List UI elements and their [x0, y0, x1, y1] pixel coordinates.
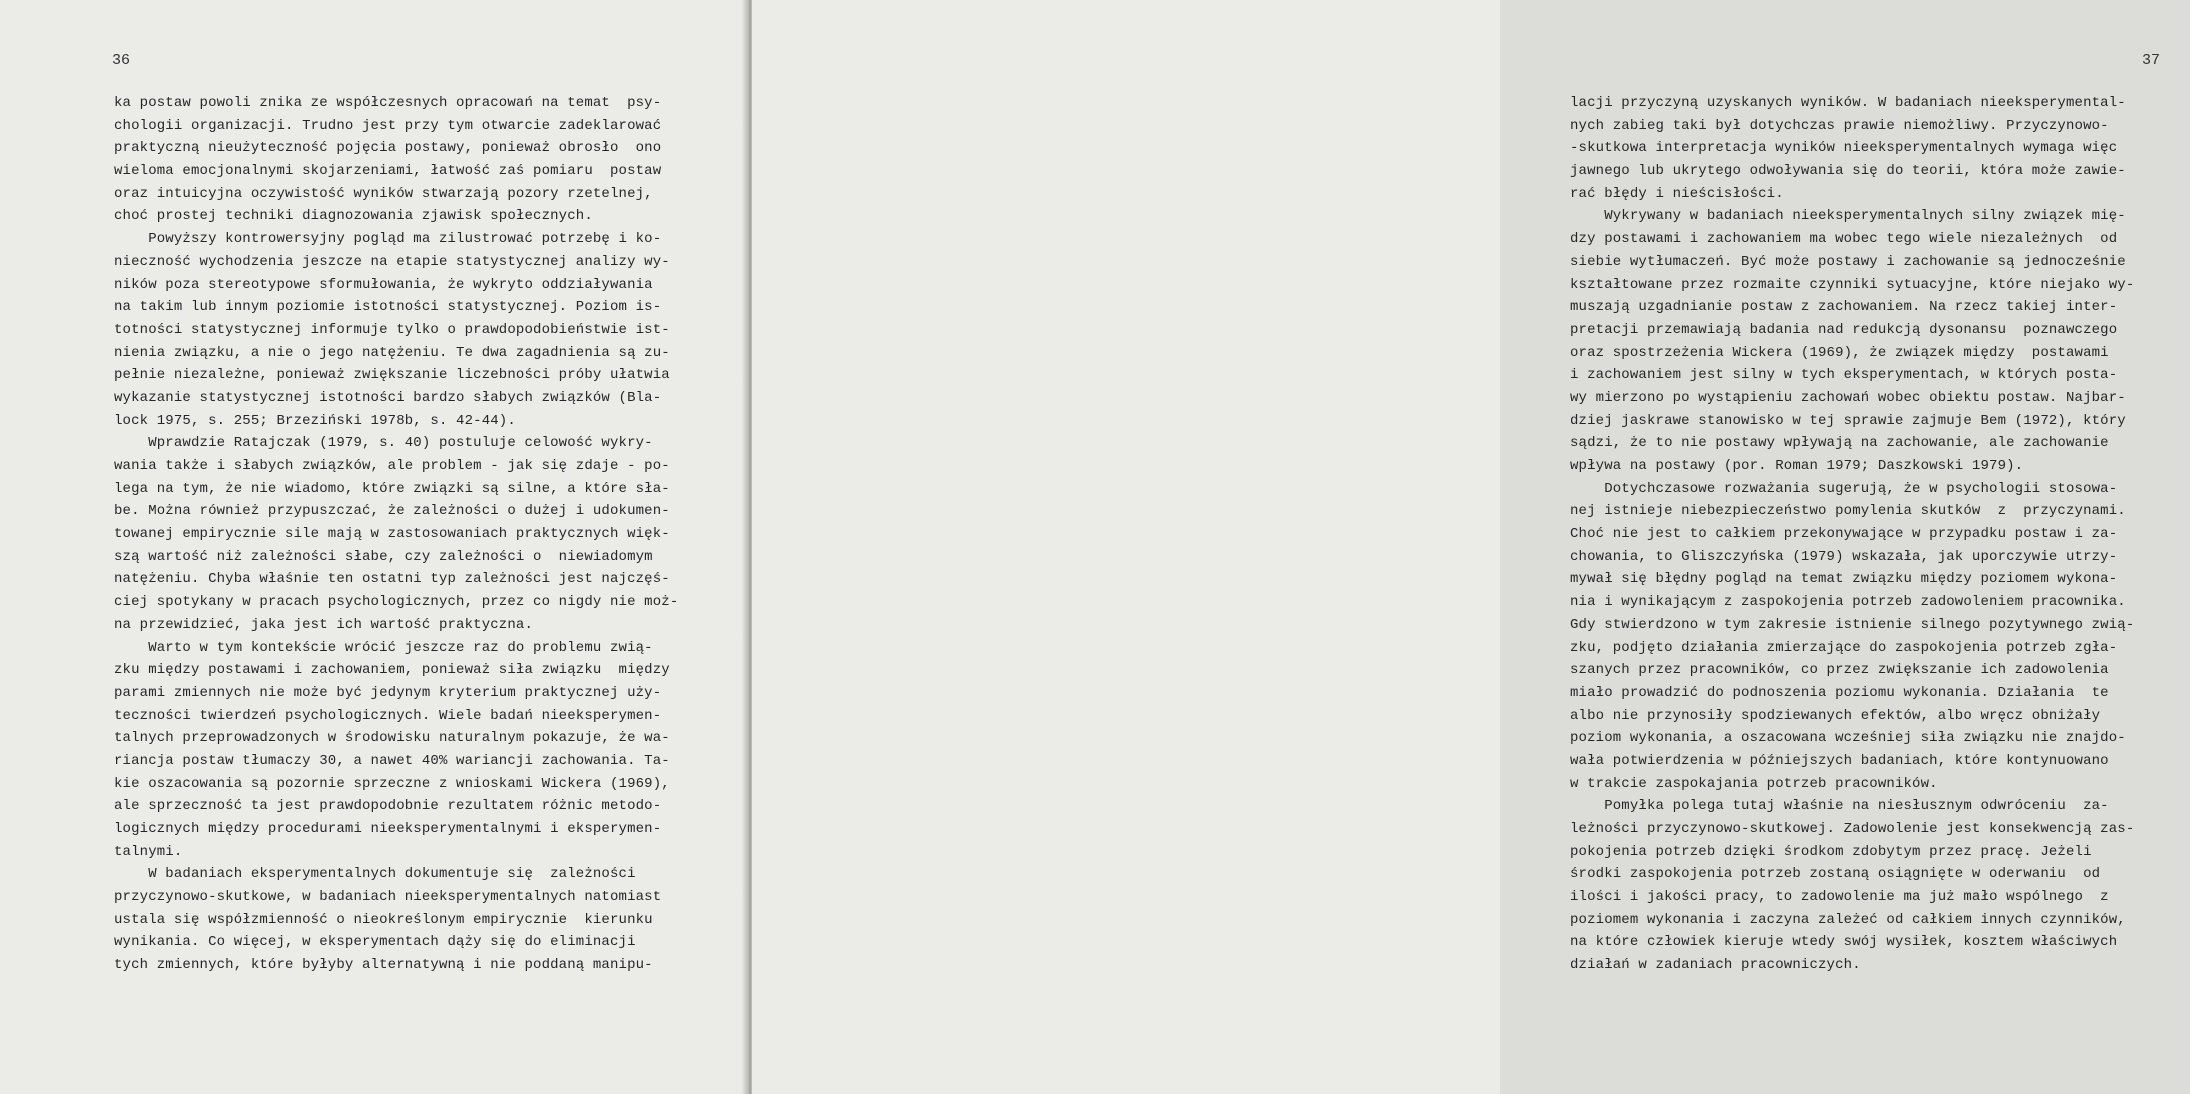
- text-line: wynikania. Co więcej, w eksperymentach dąży się do eliminacji: [114, 934, 636, 951]
- text-line: be. Można również przypuszczać, że zależności o dużej i udokumen-: [114, 503, 670, 520]
- page-number-right: 37: [2142, 52, 2161, 69]
- text-line: nienia związku, a nie o jego natężeniu. Te dwa zagadnienia są zu-: [114, 344, 670, 361]
- text-line: lacji przyczyną uzyskanych wyników. W badaniach nieeksperymental-: [1570, 95, 2126, 111]
- text-line: dziej jaskrawe stanowisko w tej sprawie zajmuje Bem (1972), który: [1570, 412, 2126, 429]
- text-line: Wprawdzie Ratajczak (1979, s. 40) postuluje celowość wykry-: [114, 435, 653, 452]
- text-line: sądzi, że to nie postawy wpływają na zachowanie, ale zachowanie: [1570, 435, 2109, 452]
- text-line: kształtowane przez rozmaite czynniki sytuacyjne, które niejako wy-: [1570, 276, 2135, 293]
- text-line: tych zmiennych, które byłyby alternatywną i nie poddaną manipu-: [114, 957, 653, 974]
- text-line: Choć nie jest to całkiem przekonywające w przypadku postaw i za-: [1570, 526, 2118, 543]
- text-line: wała potwierdzenia w późniejszych badaniach, które kontynuowano: [1570, 752, 2109, 769]
- text-line: lock 1975, s. 255; Brzeziński 1978b, s. 42-44).: [114, 412, 516, 429]
- text-line: muszają uzgadnianie postaw z zachowaniem. Na rzecz takiej inter-: [1570, 299, 2118, 316]
- text-line: Wykrywany w badaniach nieeksperymentalnych silny związek mię-: [1570, 208, 2126, 225]
- text-line: przyczynowo-skutkowe, w badaniach nieeksperymentalnych natomiast: [114, 889, 662, 906]
- text-line: oraz intuicyjna oczywistość wyników stwarzają pozory rzetelnej,: [114, 185, 653, 202]
- text-line: Dotychczasowe rozważania sugerują, że w psychologii stosowa-: [1570, 480, 2118, 497]
- text-line: dzy postawami i zachowaniem ma wobec tego wiele niezależnych od: [1570, 231, 2118, 248]
- text-line: na przewidzieć, jaka jest ich wartość praktyczna.: [114, 616, 534, 633]
- text-line: -skutkowa interpretacja wyników nieeksperymentalnych wymaga więc: [1570, 140, 2118, 157]
- text-line: nieczność wychodzenia jeszcze na etapie statystycznej analizy wy-: [114, 253, 670, 270]
- text-line: ustala się współzmienność o nieokreślonym empirycznie kierunku: [114, 911, 653, 928]
- text-line: praktyczną nieużyteczność pojęcia postawy, ponieważ obrosło ono: [114, 140, 662, 157]
- text-line: wy mierzono po wystąpieniu zachowań wobec obiektu postaw. Najbar-: [1570, 389, 2126, 406]
- right-page-text: [1570, 92, 2190, 977]
- text-line: nych zabieg taki był dotychczas prawie niemożliwy. Przyczynowo-: [1570, 117, 2109, 134]
- text-line: lega na tym, że nie wiadomo, które związki są silne, a które sła-: [114, 480, 670, 497]
- text-line: logicznych między procedurami nieeksperymentalnymi i eksperymen-: [114, 821, 662, 837]
- text-line: talnych przeprowadzonych w środowisku naturalnym pokazuje, że wa-: [114, 730, 670, 747]
- text-line: wania także i słabych związków, ale problem - jak się zdaje - po-: [114, 458, 670, 474]
- text-line: środki zaspokojenia potrzeb zostaną osiągnięte w oderwaniu od: [1570, 866, 2101, 883]
- text-line: chologii organizacji. Trudno jest przy tym otwarcie zadeklarować: [114, 117, 662, 134]
- text-line: na takim lub innym poziomie istotności statystycznej. Poziom is-: [114, 299, 662, 316]
- text-line: ilości i jakości pracy, to zadowolenie ma już mało wspólnego z: [1570, 889, 2109, 906]
- left-page: [0, 0, 748, 1094]
- text-line: szą wartość niż zależności słabe, czy zależności o niewiadomym: [114, 548, 653, 565]
- right-page: [752, 0, 2161, 1094]
- text-line: w trakcie zaspokajania potrzeb pracowników.: [1570, 775, 1938, 792]
- text-line: Powyższy kontrowersyjny pogląd ma zilustrować potrzebę i ko-: [114, 231, 662, 248]
- text-line: pokojenia potrzeb dzięki środkom zdobytym przez pracę. Jeżeli: [1570, 843, 2092, 860]
- text-line: leżności przyczynowo-skutkowej. Zadowolenie jest konsekwencją zas-: [1570, 821, 2135, 837]
- text-line: nej istnieje niebezpieczeństwo pomylenia skutków z przyczynami.: [1570, 503, 2126, 520]
- text-line: Gdy stwierdzono w tym zakresie istnienie silnego pozytywnego zwią-: [1570, 616, 2135, 633]
- text-line: choć prostej techniki diagnozowania zjawisk społecznych.: [114, 208, 593, 225]
- text-line: jawnego lub ukrytego odwoływania się do teorii, która może zawie-: [1570, 163, 2126, 180]
- text-line: ników poza stereotypowe sformułowania, że wykryto oddziaływania: [114, 276, 653, 293]
- text-line: nia i wynikającym z zaspokojenia potrzeb zadowoleniem pracownika.: [1570, 594, 2126, 611]
- text-line: albo nie przynosiły spodziewanych efektów, albo wręcz obniżały: [1570, 707, 2101, 724]
- text-line: natężeniu. Chyba właśnie ten ostatni typ zależności jest najczęś-: [114, 571, 670, 588]
- text-line: siebie wytłumaczeń. Być może postawy i zachowanie są jednocześnie: [1570, 253, 2126, 270]
- text-line: riancja postaw tłumaczy 30, a nawet 40% wariancji zachowania. Ta-: [114, 752, 670, 769]
- text-line: W badaniach eksperymentalnych dokumentuje się zależności: [114, 866, 636, 883]
- text-line: towanej empirycznie sile mają w zastosowaniach praktycznych więk-: [114, 526, 670, 543]
- text-line: Pomyłka polega tutaj właśnie na niesłusznym odwróceniu za-: [1570, 798, 2109, 815]
- text-line: teczności twierdzeń psychologicznych. Wiele badań nieeksperymen-: [114, 707, 662, 724]
- text-line: rać błędy i nieścisłości.: [1570, 185, 1784, 202]
- text-line: działań w zadaniach pracowniczych.: [1570, 957, 1861, 974]
- text-line: talnymi.: [114, 843, 183, 860]
- text-line: miało prowadzić do podnoszenia poziomu wykonania. Działania te: [1570, 684, 2109, 701]
- text-line: chowania, to Gliszczyńska (1979) wskazała, jak uporczywie utrzy-: [1570, 548, 2118, 565]
- text-line: kie oszacowania są pozornie sprzeczne z wnioskami Wickera (1969),: [114, 775, 670, 792]
- text-line: szanych przez pracowników, co przez zwiększanie ich zadowolenia: [1570, 662, 2109, 679]
- text-line: poziomem wykonania i zaczyna zależeć od całkiem innych czynników,: [1570, 911, 2126, 928]
- text-line: ciej spotykany w pracach psychologicznych, przez co nigdy nie moż-: [114, 594, 679, 611]
- text-line: i zachowaniem jest silny w tych eksperymentach, w których posta-: [1570, 367, 2118, 384]
- text-line: parami zmiennych nie może być jedynym kryterium praktycznej uży-: [114, 684, 662, 701]
- left-page-text: [114, 92, 714, 977]
- page-number-left: 36: [112, 52, 131, 69]
- text-line: zku między postawami i zachowaniem, ponieważ siła związku między: [114, 662, 670, 679]
- text-line: pełnie niezależne, ponieważ zwiększanie liczebności próby ułatwia: [114, 367, 670, 384]
- text-line: poziom wykonania, a oszacowana wcześniej siła związku nie znajdo-: [1570, 730, 2126, 747]
- text-line: wpływa na postawy (por. Roman 1979; Daszkowski 1979).: [1570, 458, 2024, 474]
- text-line: wykazanie statystycznej istotności bardzo słabych związków (Bla-: [114, 389, 662, 406]
- text-line: na które człowiek kieruje wtedy swój wysiłek, kosztem właściwych: [1570, 934, 2118, 951]
- text-line: oraz spostrzeżenia Wickera (1969), że związek między postawami: [1570, 344, 2109, 361]
- text-line: mywał się błędny pogląd na temat związku między poziomem wykona-: [1570, 571, 2118, 588]
- text-line: wieloma emocjonalnymi skojarzeniami, łatwość zaś pomiaru postaw: [114, 163, 662, 180]
- text-line: zku, podjęto działania zmierzające do zaspokojenia potrzeb zgła-: [1570, 639, 2118, 656]
- text-line: Warto w tym kontekście wrócić jeszcze raz do problemu zwią-: [114, 639, 653, 656]
- text-line: totności statystycznej informuje tylko o prawdopodobieństwie ist-: [114, 321, 670, 338]
- text-line: ka postaw powoli znika ze współczesnych opracowań na temat psy-: [114, 95, 662, 111]
- text-line: ale sprzeczność ta jest prawdopodobnie rezultatem różnic metodo-: [114, 798, 662, 815]
- text-line: pretacji przemawiają badania nad redukcją dysonansu poznawczego: [1570, 321, 2118, 338]
